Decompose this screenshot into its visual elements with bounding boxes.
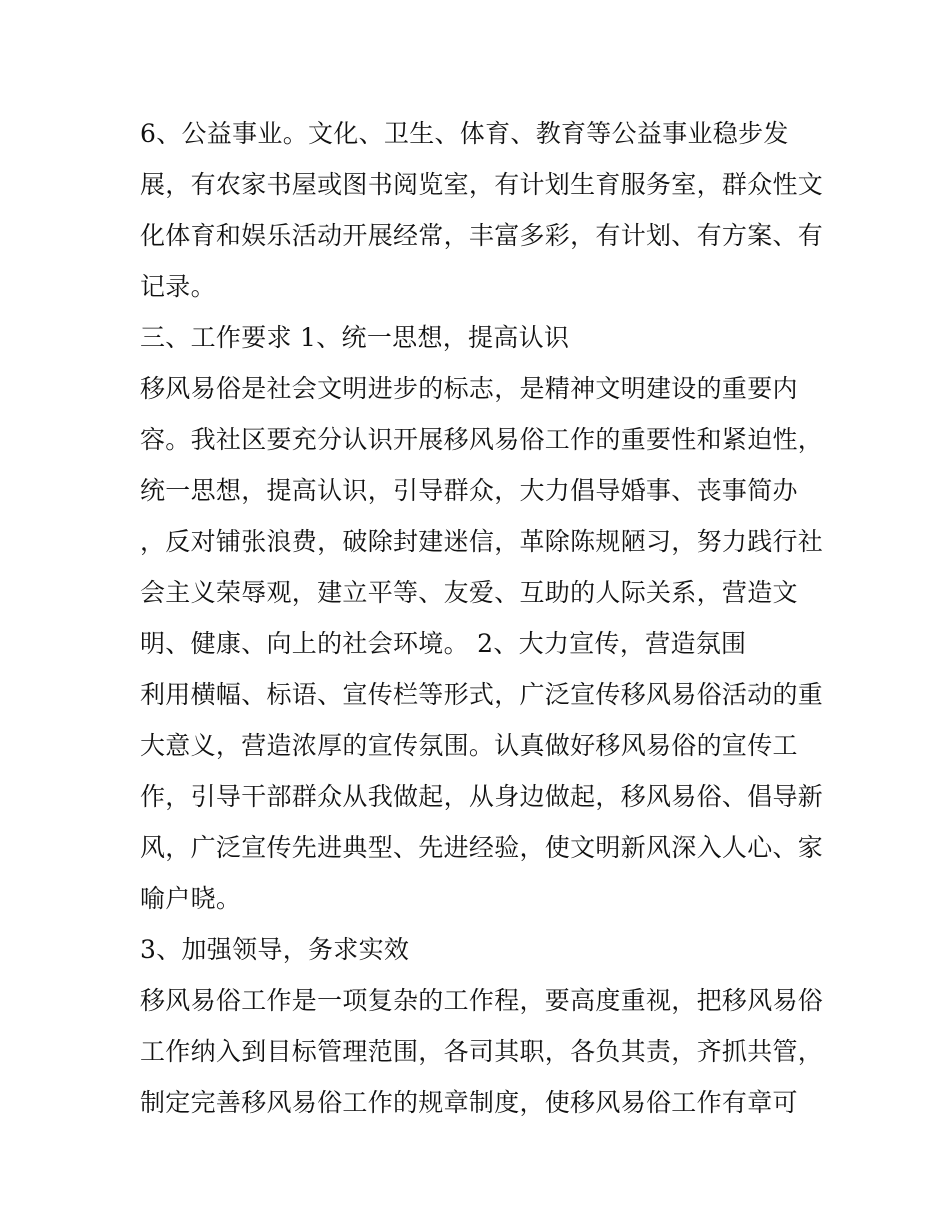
text-line: 大意义，营造浓厚的宣传氛围。认真做好移风易俗的宣传工 — [140, 731, 798, 760]
text-line: 利用横幅、标语、宣传栏等形式，广泛宣传移风易俗活动的重 — [140, 680, 824, 709]
text-line: ，反对铺张浪费，破除封建迷信，革除陈规陋习，努力践行社 — [140, 527, 824, 556]
text-line: 工作纳入到目标管理范围，各司其职，各负其责，齐抓共管， — [140, 1037, 824, 1066]
text-line: 统一思想，提高认识，引导群众，大力倡导婚事、丧事简办 — [140, 476, 798, 505]
text-line: 作，引导干部群众从我做起，从身边做起，移风易俗、倡导新 — [140, 782, 824, 811]
section-heading: 三、工作要求 1、统一思想，提高认识 — [140, 323, 570, 352]
text-line: 会主义荣辱观，建立平等、友爱、互助的人际关系，营造文 — [140, 578, 798, 607]
text-line: 展，有农家书屋或图书阅览室，有计划生育服务室，群众性文 — [140, 170, 824, 199]
text-line: 化体育和娱乐活动开展经常，丰富多彩，有计划、有方案、有 — [140, 221, 824, 250]
text-line: 记录。 — [140, 272, 216, 301]
document-body — [140, 108, 830, 1128]
text-line: 明、健康、向上的社会环境。 2、大力宣传，营造氛围 — [140, 629, 747, 658]
text-line: 移风易俗工作是一项复杂的工作程，要高度重视，把移风易俗 — [140, 986, 824, 1015]
text-line: 制定完善移风易俗工作的规章制度，使移风易俗工作有章可 — [140, 1088, 798, 1117]
text-line: 移风易俗是社会文明进步的标志，是精神文明建设的重要内 — [140, 374, 798, 403]
text-line: 6、公益事业。文化、卫生、体育、教育等公益事业稳步发 — [140, 119, 789, 148]
subsection-heading: 3、加强领导，务求实效 — [140, 935, 410, 964]
text-line: 喻户晓。 — [140, 884, 242, 913]
text-line: 风，广泛宣传先进典型、先进经验，使文明新风深入人心、家 — [140, 833, 824, 862]
text-line: 容。我社区要充分认识开展移风易俗工作的重要性和紧迫性， — [140, 425, 824, 454]
